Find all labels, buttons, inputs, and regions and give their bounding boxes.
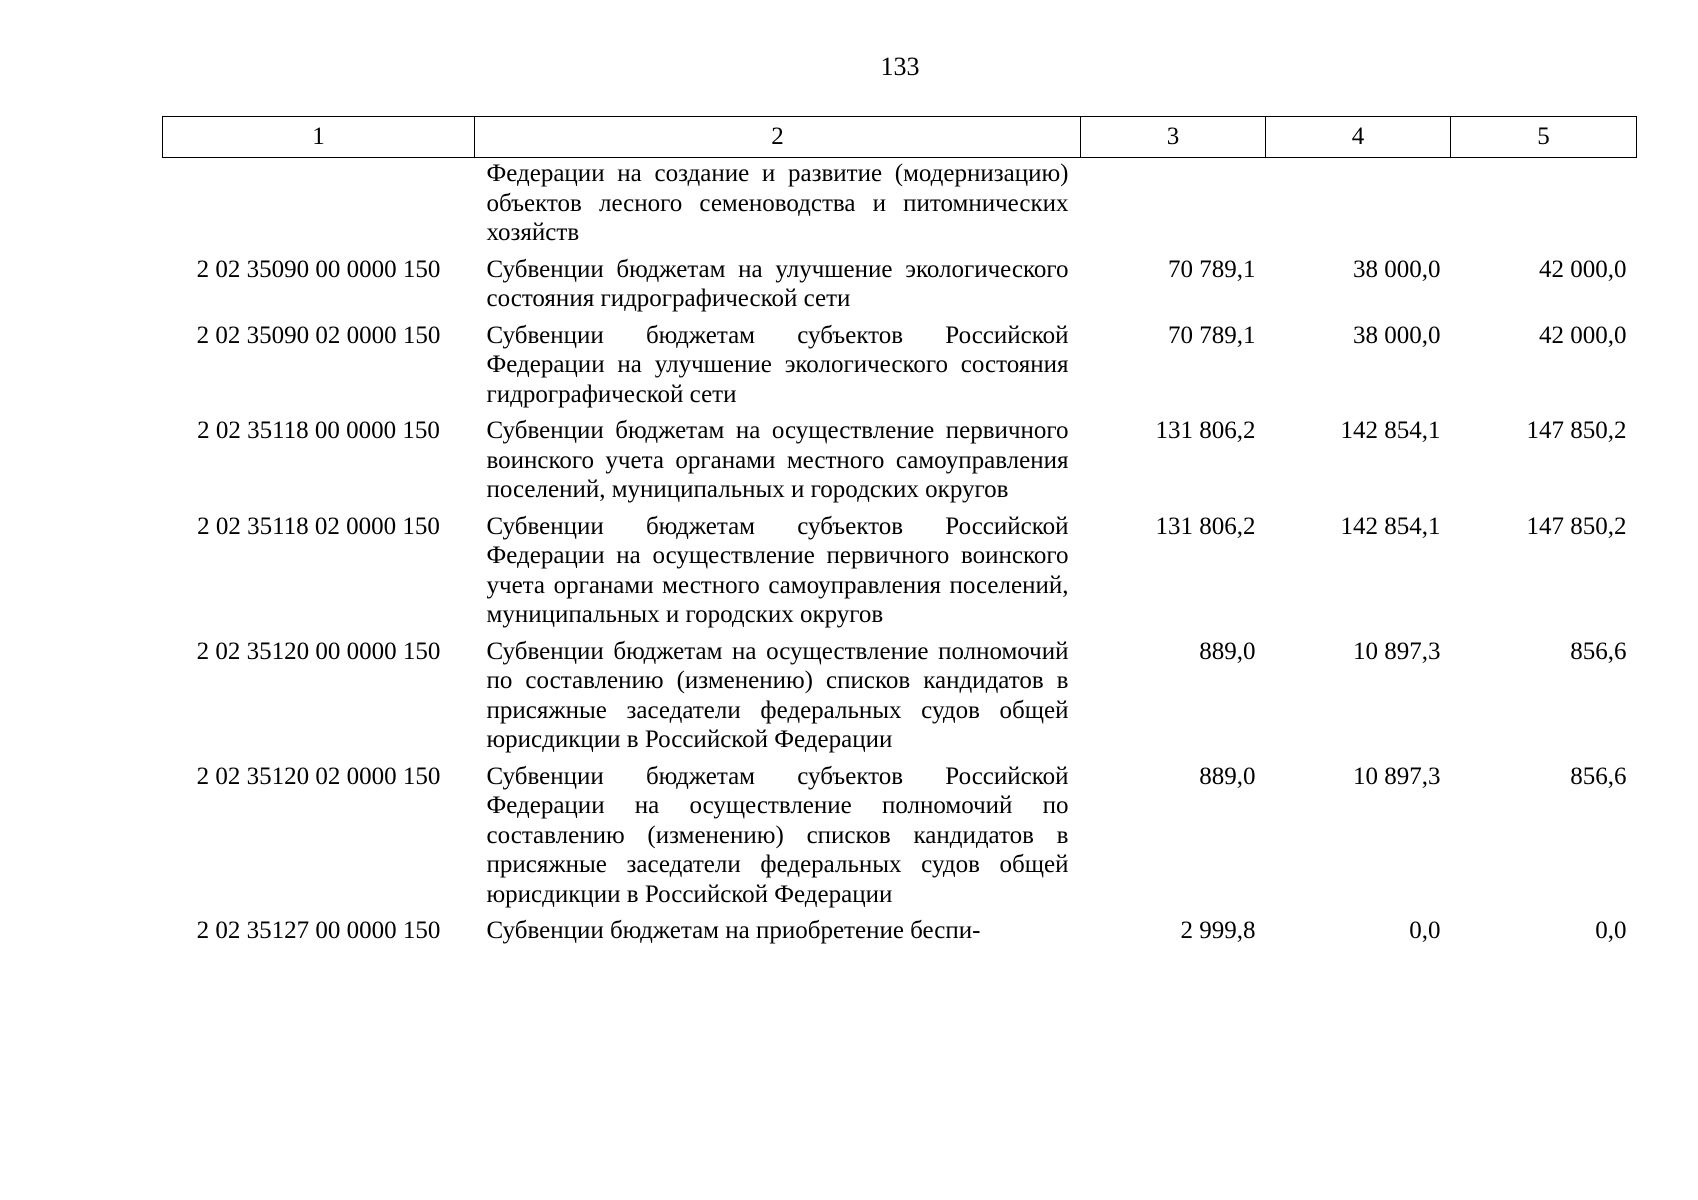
item-name: Субвенции бюджетам на осуществление полномочий по составлению (изменению) списков кандидатов в присяжные заседатели федеральных судов общей юрисдикции в Российской Федерации bbox=[486, 637, 1069, 753]
table-row bbox=[163, 416, 1637, 512]
item-name: Субвенции бюджетам субъектов Российской Федерации на улучшение экологического состояния гидрографической сети bbox=[486, 321, 1069, 408]
table-row bbox=[163, 637, 1637, 762]
item-name: Субвенции бюджетам на приобретение беспи- bbox=[486, 917, 981, 944]
amount-column-3: 889,0 bbox=[1199, 762, 1256, 790]
budget-code: 2 02 35127 00 0000 150 bbox=[196, 917, 441, 944]
amount-column-4: 38 000,0 bbox=[1353, 321, 1441, 349]
amount-column-3 bbox=[1081, 158, 1266, 255]
item-name: Федерации на создание и развитие (модернизацию) объектов лесного семеноводства и питомнических хозяйств bbox=[486, 160, 1069, 246]
budget-table bbox=[162, 116, 1637, 953]
column-header-4: 4 bbox=[1266, 117, 1451, 158]
amount-column-3: 131 806,2 bbox=[1155, 417, 1256, 444]
budget-code: 2 02 35120 02 0000 150 bbox=[196, 762, 441, 790]
budget-code: 2 02 35120 00 0000 150 bbox=[196, 637, 441, 665]
amount-column-3: 889,0 bbox=[1199, 637, 1256, 665]
page-number: 133 bbox=[880, 52, 920, 81]
amount-column-3: 2 999,8 bbox=[1180, 917, 1256, 944]
amount-column-4: 0,0 bbox=[1409, 917, 1441, 944]
amount-column-5: 147 850,2 bbox=[1526, 417, 1627, 444]
amount-column-4: 38 000,0 bbox=[1353, 255, 1441, 283]
table-row bbox=[163, 321, 1637, 417]
amount-column-5 bbox=[1451, 158, 1637, 255]
amount-column-4: 142 854,1 bbox=[1340, 417, 1441, 444]
table-row bbox=[163, 512, 1637, 637]
amount-column-3: 70 789,1 bbox=[1168, 255, 1256, 283]
item-name: Субвенции бюджетам субъектов Российской Федерации на осуществление полномочий по составлению (изменению) списков кандидатов в присяжные заседатели федеральных судов общей юрисдикции в Российской Федерации bbox=[486, 762, 1069, 908]
budget-code: 2 02 35090 00 0000 150 bbox=[196, 255, 441, 283]
column-header-3: 3 bbox=[1081, 117, 1266, 158]
budget-code: 2 02 35090 02 0000 150 bbox=[196, 321, 441, 349]
table-row bbox=[163, 762, 1637, 917]
column-header-5: 5 bbox=[1451, 117, 1637, 158]
amount-column-4: 142 854,1 bbox=[1340, 512, 1441, 540]
amount-column-5: 856,6 bbox=[1570, 762, 1627, 790]
budget-code bbox=[163, 158, 475, 255]
table-header bbox=[163, 117, 1637, 158]
budget-code: 2 02 35118 02 0000 150 bbox=[197, 512, 440, 540]
amount-column-3: 70 789,1 bbox=[1168, 321, 1256, 349]
amount-column-4 bbox=[1266, 158, 1451, 255]
item-name: Субвенции бюджетам субъектов Российской Федерации на осуществление первичного воинского учета органами местного самоуправления поселений, муниципальных и городских округов bbox=[486, 512, 1069, 628]
column-header-1: 1 bbox=[163, 117, 475, 158]
column-header-2: 2 bbox=[475, 117, 1081, 158]
item-name: Субвенции бюджетам на осуществление первичного воинского учета органами местного самоуправления поселений, муниципальных и городских округов bbox=[486, 417, 1069, 503]
table-row bbox=[163, 916, 1637, 953]
amount-column-5: 147 850,2 bbox=[1526, 512, 1627, 540]
amount-column-5: 42 000,0 bbox=[1539, 321, 1627, 349]
amount-column-4: 10 897,3 bbox=[1353, 637, 1441, 665]
table-body bbox=[163, 158, 1637, 953]
amount-column-4: 10 897,3 bbox=[1353, 762, 1441, 790]
amount-column-5: 856,6 bbox=[1570, 637, 1627, 665]
table-row bbox=[163, 158, 1637, 255]
item-name: Субвенции бюджетам на улучшение экологического состояния гидрографической сети bbox=[486, 255, 1069, 312]
amount-column-5: 42 000,0 bbox=[1539, 255, 1627, 283]
table-row bbox=[163, 255, 1637, 321]
header-row bbox=[163, 117, 1637, 158]
budget-code: 2 02 35118 00 0000 150 bbox=[197, 417, 440, 444]
amount-column-3: 131 806,2 bbox=[1155, 512, 1256, 540]
amount-column-5: 0,0 bbox=[1595, 917, 1627, 944]
